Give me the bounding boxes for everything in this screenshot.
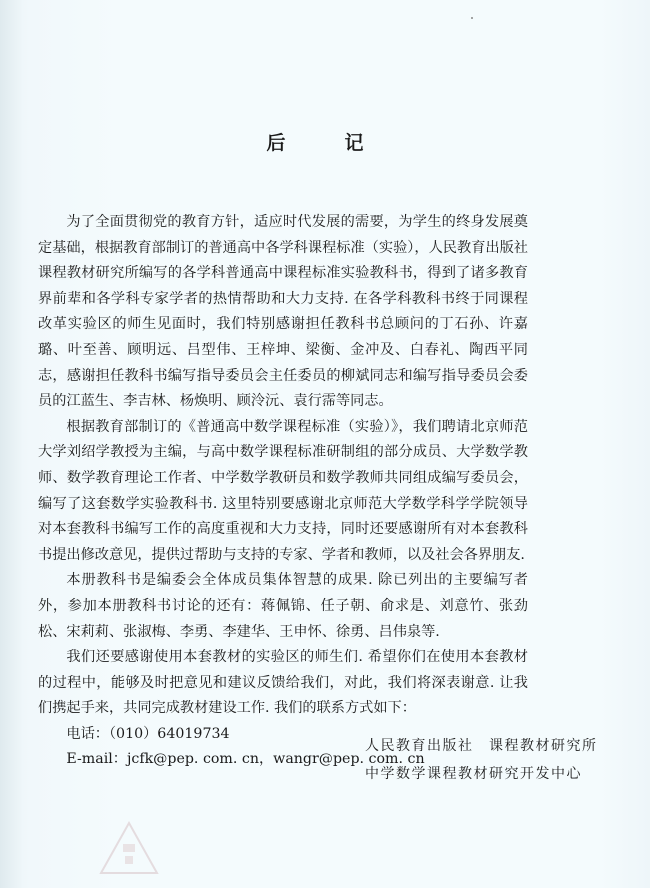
paragraph-2: 根据教育部制订的《普通高中数学课程标准（实验）》，我们聘请北京师范大学刘绍学教授为主编，与高中数学课程标准研制组的部分成员、大学数学教师、数学教育理论工作者、中学数学教研员和数学教师共同组成编写委员会，编写了这套数学实验教科书. 这里特别要感谢北京师范大学数学科学学院领导对本套教科书编写工作的高度重视和大力支持，同时还要感谢所有对本套教科书提出修改意见，提供过帮助与支持的专家、学者和教师，以及社会各界朋友. [38, 418, 528, 563]
page-title: 后 记 [266, 132, 384, 154]
afterword-body [38, 210, 528, 773]
paragraph-4: 我们还要感谢使用本套教材的实验区的师生们. 希望你们在使用本套教材的过程中，能够及时把意见和建议反馈给我们，对此，我们将深表谢意. 让我们携起手来，共同完成教材建设工作. 我们的联系方式如下： [38, 649, 528, 717]
paragraph-1: 为了全面贯彻党的教育方针，适应时代发展的需要，为学生的终身发展奠定基础，根据教育部制订的普通高中各学科课程标准（实验），人民教育出版社课程教材研究所编写的各学科普通高中课程标准实验教科书，得到了诸多教育界前辈和各学科专家学者的热情帮助和大力支持. 在各学科教科书终于同课程改革实验区的师生见面时，我们特别感谢担任教科书总顾问的丁石孙、许嘉璐、叶至善、顾明远、吕型伟、王梓坤、梁衡、金冲及、白春礼、陶西平同志，感谢担任教科书编写指导委员会主任委员的柳斌同志和编写指导委员会委员的江蓝生、李吉林、杨焕明、顾泠沅、袁行霈等同志。 [38, 214, 528, 410]
contact-email: E-mail：jcfk@pep. com. cn，wangr@pep. com. cn [66, 751, 425, 768]
signature-line-2: 中学数学课程教材研究开发中心 [365, 766, 582, 782]
signature-block [365, 732, 625, 788]
triangle-stamp-icon [98, 820, 160, 876]
signature-line-1: 人民教育出版社 课程教材研究所 [365, 738, 598, 754]
paragraph-3: 本册教科书是编委会全体成员集体智慧的成果. 除已列出的主要编写者外，参加本册教科书讨论的还有：蒋佩锦、任子朝、俞求是、刘意竹、张劲松、宋莉莉、张淑梅、李勇、李建华、王申怀、徐勇、吕伟泉等. [38, 572, 528, 640]
scan-speck [471, 17, 473, 19]
contact-phone: 电话：（010）64019734 [66, 725, 230, 742]
